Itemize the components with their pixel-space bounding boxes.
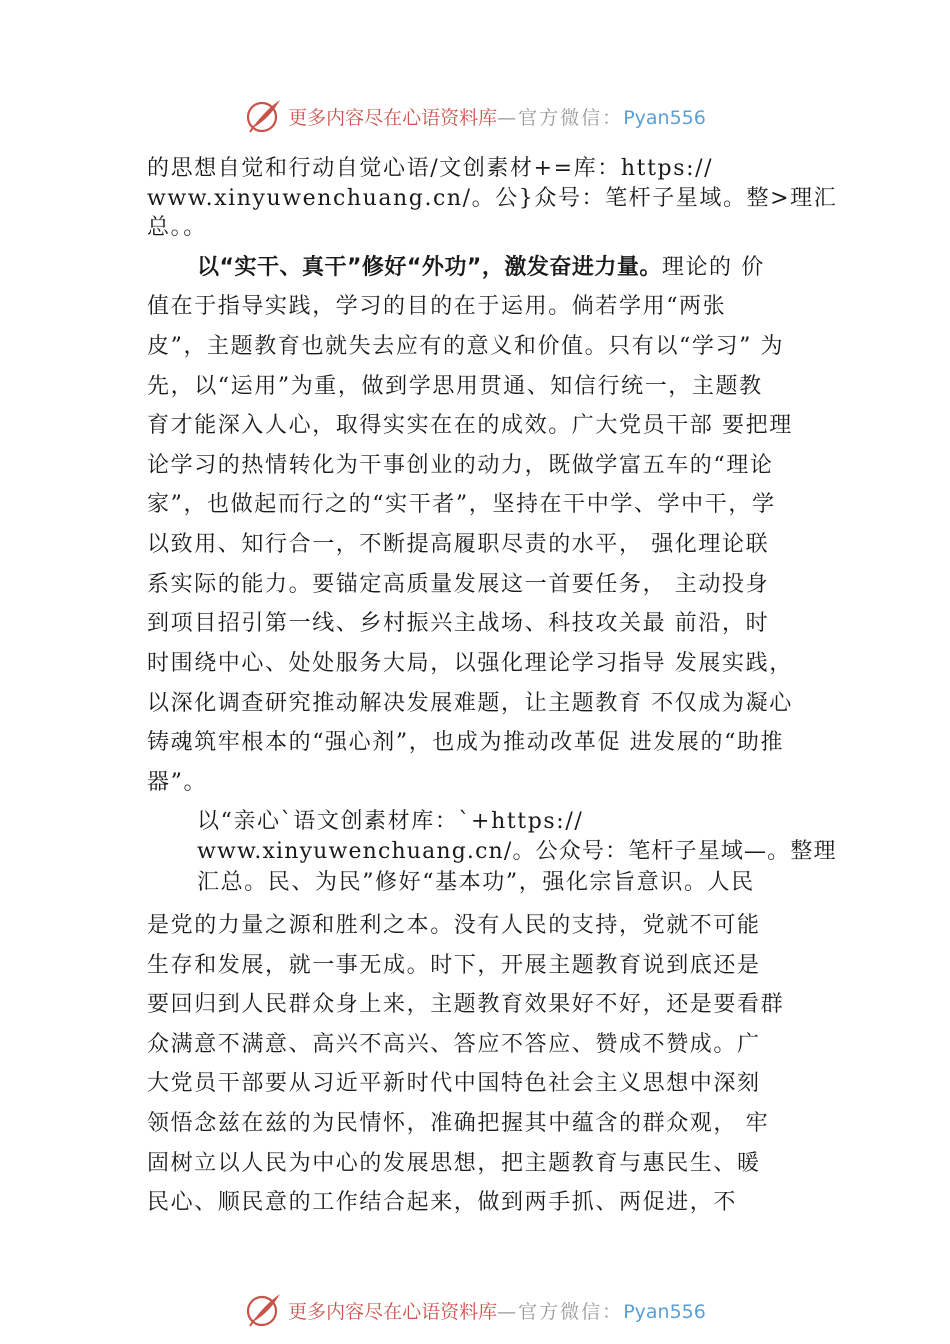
text-line: 值在于指导实践，学习的目的在于运用。倘若学用“两张 xyxy=(147,294,727,319)
paragraph-lead-line xyxy=(197,253,837,283)
text-line: 家”，也做起而行之的“实干者”，坚持在干中学、学中干，学 xyxy=(147,492,776,517)
text-line: 的思想自觉和行动自觉心语/文创素材+=库：https:// xyxy=(147,156,714,181)
text-line: 生存和发展，就一事无成。时下，开展主题教育说到底还是 xyxy=(147,953,761,978)
text-line: 要回归到人民群众身上来，主题教育效果好不好，还是要看群 xyxy=(147,992,785,1017)
text-line: 领悟念兹在兹的为民情怀，准确把握其中蕴含的群众观， 牢 xyxy=(147,1111,770,1136)
text-line: 以致用、知行合一，不断提高履职尽责的水平， 强化理论联 xyxy=(147,532,770,557)
text-line: 论学习的热情转化为干事创业的动力，既做学富五车的“理论 xyxy=(147,453,774,478)
banner-wechat-label: —官方微信： xyxy=(497,106,624,129)
quill-logo-icon xyxy=(244,96,284,136)
header-banner xyxy=(0,96,950,136)
banner-wechat-id: Pyan556 xyxy=(623,1300,706,1323)
text-line: www.xinyuwenchuang.cn/。公}众号：笔杆子星域。整>理汇 xyxy=(147,186,838,211)
text-line: 民心、顺民意的工作结合起来，做到两手抓、两促进，不 xyxy=(147,1190,738,1215)
text-line: 时围绕中心、处处服务大局，以强化理论学习指导 发展实践， xyxy=(147,651,793,676)
text-line: 总。。 xyxy=(147,215,207,240)
text-line: 以深化调查研究推动解决发展难题，让主题教育 不仅成为凝心 xyxy=(147,691,793,716)
text-line: 固树立以人民为中心的发展思想，把主题教育与惠民生、暖 xyxy=(147,1151,761,1176)
text-line: 众满意不满意、高兴不高兴、答应不答应、赞成不赞成。广 xyxy=(147,1032,761,1057)
text-line: 系实际的能力。要锚定高质量发展这一首要任务， 主动投身 xyxy=(147,572,770,597)
text-line: 汇总。民、为民”修好“基本功”，强化宗旨意识。人民 xyxy=(197,870,755,895)
text-line: 器”。 xyxy=(147,770,208,795)
text-line: 是党的力量之源和胜利之本。没有人民的支持，党就不可能 xyxy=(147,913,761,938)
footer-banner xyxy=(0,1290,950,1330)
text-line: 先，以“运用”为重，做到学思用贯通、知信行统一，主题教 xyxy=(147,374,763,399)
banner-text xyxy=(288,103,706,130)
text-line-rest: 理论的 价 xyxy=(661,255,765,280)
banner-text xyxy=(288,1297,706,1324)
text-line: 以“亲心`语文创素材库：`+https:// xyxy=(197,809,584,834)
text-line: 皮”，主题教育也就失去应有的意义和价值。只有以“学习” 为 xyxy=(147,334,785,359)
text-line: 到项目招引第一线、乡村振兴主战场、科技攻关最 前沿，时 xyxy=(147,611,770,636)
text-line: 育才能深入人心，取得实实在在的成效。广大党员干部 要把理 xyxy=(147,413,793,438)
text-line: www.xinyuwenchuang.cn/。公众号：笔杆子星域—。整理 xyxy=(197,839,837,864)
paragraph-heading: 以“实干、真干”修好“外功”，激发奋进力量。 xyxy=(197,255,662,280)
text-line: 大党员干部要从习近平新时代中国特色社会主义思想中深刻 xyxy=(147,1071,761,1096)
banner-wechat-id: Pyan556 xyxy=(623,106,706,129)
quill-logo-icon xyxy=(244,1290,284,1330)
text-line: 铸魂筑牢根本的“强心剂”，也成为推动改革促 进发展的“助推 xyxy=(147,730,785,755)
banner-wechat-label: —官方微信： xyxy=(497,1300,624,1323)
banner-brand: 更多内容尽在心语资料库 xyxy=(288,1300,498,1323)
banner-brand: 更多内容尽在心语资料库 xyxy=(288,106,498,129)
